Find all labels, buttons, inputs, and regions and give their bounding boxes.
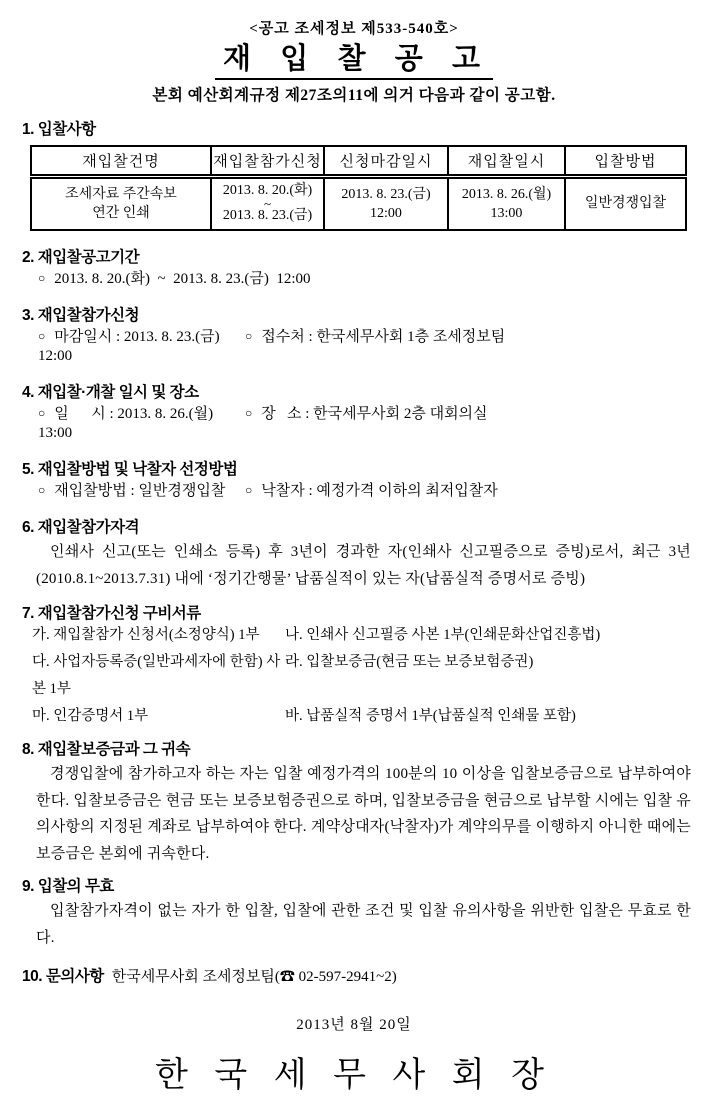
cell-line: 2013. 8. 26.(월) bbox=[461, 186, 552, 202]
doc-item-ba: 바. 납품실적 증명서 1부(납품실적 인쇄물 포함) bbox=[285, 708, 576, 724]
circle-bullet-icon: ○ bbox=[38, 406, 46, 420]
cell-line: 2013. 8. 23.(금) bbox=[222, 208, 313, 224]
section-7-heading: 7. 재입찰참가신청 구비서류 bbox=[22, 605, 201, 622]
section-2-heading: 2. 재입찰공고기간 bbox=[22, 249, 140, 266]
announcement-period-text: 2013. 8. 20.(화) ~ 2013. 8. 23.(금) 12:00 bbox=[54, 271, 311, 287]
winner-selection-item bbox=[245, 481, 696, 501]
document-title: 재 입 찰 공 고 bbox=[215, 43, 493, 80]
cell-line: 2013. 8. 23.(금) bbox=[341, 186, 431, 202]
apply-deadline-text: 마감일시 : 2013. 8. 23.(금) 12:00 bbox=[38, 329, 224, 364]
circle-bullet-icon: ○ bbox=[38, 329, 46, 343]
document-subtitle: 본회 예산회계규정 제27조의11에 의거 다음과 같이 공고함. bbox=[152, 87, 556, 104]
notice-number: <공고 조세정보 제533-540호> bbox=[249, 21, 459, 37]
section-10-heading: 10. 문의사항 bbox=[22, 968, 104, 985]
section-8-heading: 8. 재입찰보증금과 그 귀속 bbox=[22, 741, 191, 758]
deposit-body: 경쟁입찰에 참가하고자 하는 자는 입찰 예정가격의 100분의 10 이상을 입찰보증금으로 납부하여야 한다. 입찰보증금은 현금 또는 보증보험증권으로 하며, 입찰보증금을 현금으로 납부할 시에는 입찰 유의사항의 지정된 계좌로 납부하여야 한다. 계약상대자(낙찰자)가 계약의무를 이행하지 아니한 때에는 보증금은 본회에 귀속한다. bbox=[36, 766, 691, 862]
cell-line: ~ bbox=[263, 196, 272, 212]
section-6-heading: 6. 재입찰참가자격 bbox=[22, 519, 140, 536]
bid-datetime-item bbox=[38, 404, 245, 443]
col-header-bid-name: 재입찰건명 bbox=[31, 146, 211, 176]
reception-place-text: 접수처 : 한국세무사회 1층 조세정보팀 bbox=[261, 329, 506, 345]
winner-selection-text: 낙찰자 : 예정가격 이하의 최저입찰자 bbox=[261, 483, 498, 499]
invalid-bid-body: 입찰참가자격이 없는 자가 한 입찰, 입찰에 관한 조건 및 입찰 유의사항을 위반한 입찰은 무효로 한다. bbox=[36, 903, 691, 946]
section-4-heading: 4. 재입찰·개찰 일시 및 장소 bbox=[22, 384, 199, 401]
cell-bid-name bbox=[31, 176, 211, 230]
cell-apply-deadline bbox=[324, 176, 448, 230]
cell-apply-period bbox=[211, 176, 324, 230]
col-header-apply-period: 재입찰참가신청 bbox=[211, 146, 324, 176]
cell-line: 조세자료 주간속보 bbox=[65, 186, 177, 202]
cell-line: 12:00 bbox=[370, 205, 402, 221]
doc-item-da: 다. 사업자등록증(일반과세자에 한함) 사본 1부 bbox=[32, 654, 281, 697]
bid-method-text: 재입찰방법 : 일반경쟁입찰 bbox=[54, 483, 226, 499]
col-header-bid-datetime: 재입찰일시 bbox=[448, 146, 565, 176]
section-1-heading: 1. 입찰사항 bbox=[22, 121, 96, 138]
circle-bullet-icon: ○ bbox=[38, 271, 46, 285]
bid-place-text: 장 소 : 한국세무사회 2층 대회의실 bbox=[261, 406, 488, 422]
col-header-apply-deadline: 신청마감일시 bbox=[324, 146, 448, 176]
title-wrap bbox=[0, 43, 708, 80]
section-4-items bbox=[38, 404, 696, 443]
doc-item-na: 나. 인쇄사 신고필증 사본 1부(인쇄문화산업진흥법) bbox=[285, 627, 601, 643]
section-10-inquiry bbox=[22, 967, 708, 987]
bid-method-item bbox=[38, 481, 245, 501]
table-header-row bbox=[31, 146, 686, 176]
section-5-heading: 5. 재입찰방법 및 낙찰자 선정방법 bbox=[22, 461, 238, 478]
section-9-heading: 9. 입찰의 무효 bbox=[22, 878, 114, 895]
issuer-signature: 한 국 세 무 사 회 장 bbox=[155, 1057, 553, 1094]
apply-deadline-item bbox=[38, 327, 245, 366]
phone-icon: ☎ bbox=[279, 969, 295, 985]
circle-bullet-icon: ○ bbox=[245, 483, 253, 497]
cell-bid-datetime bbox=[448, 176, 565, 230]
cell-line: 2013. 8. 20.(화) bbox=[222, 183, 313, 199]
inquiry-org-text: 한국세무사회 조세정보팀( bbox=[111, 969, 280, 985]
section-3-heading: 3. 재입찰참가신청 bbox=[22, 307, 140, 324]
cell-bid-method: 일반경쟁입찰 bbox=[565, 176, 686, 230]
bid-place-item bbox=[245, 404, 696, 443]
cell-line: 연간 인쇄 bbox=[92, 205, 150, 221]
section-3-items bbox=[38, 327, 696, 366]
required-docs-row bbox=[32, 622, 702, 649]
table-data-row bbox=[31, 176, 686, 230]
circle-bullet-icon: ○ bbox=[245, 406, 253, 420]
qualification-body: 인쇄사 신고(또는 인쇄소 등록) 후 3년이 경과한 자(인쇄사 신고필증으로 증빙)로서, 최근 3년 (2010.8.1~2013.7.31) 내에 ‘정기간행물’ 납품실적이 있는 자(납품실적 증명서로 증빙) bbox=[36, 544, 691, 587]
required-docs-row bbox=[32, 703, 702, 730]
circle-bullet-icon: ○ bbox=[38, 483, 46, 497]
bid-datetime-text: 일 시 : 2013. 8. 26.(월) 13:00 bbox=[38, 406, 217, 441]
required-docs-row bbox=[32, 649, 702, 703]
inquiry-phone-number: 02-597-2941~2) bbox=[294, 969, 397, 985]
section-2-item bbox=[38, 269, 690, 289]
col-header-bid-method: 입찰방법 bbox=[565, 146, 686, 176]
section-5-items bbox=[38, 481, 696, 501]
cell-line: 13:00 bbox=[490, 205, 523, 221]
bid-info-table bbox=[30, 145, 687, 231]
circle-bullet-icon: ○ bbox=[245, 329, 253, 343]
doc-item-ra: 라. 입찰보증금(현금 또는 보증보험증권) bbox=[285, 654, 534, 670]
doc-item-ga: 가. 재입찰참가 신청서(소정양식) 1부 bbox=[32, 627, 260, 643]
announcement-date: 2013년 8월 20일 bbox=[296, 1017, 412, 1033]
reception-place-item bbox=[245, 327, 696, 366]
doc-item-ma: 마. 인감증명서 1부 bbox=[32, 708, 149, 724]
